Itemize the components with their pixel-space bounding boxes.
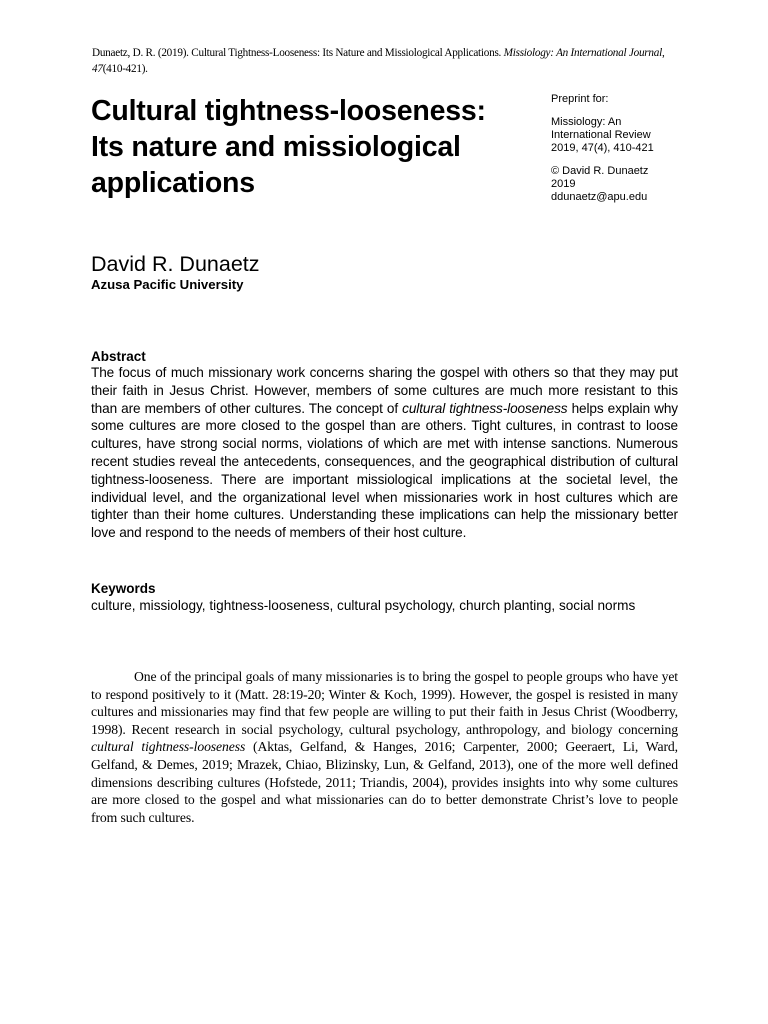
abstract-text-part: helps explain why some cultures are more closed to the gospel than are others. Tight cultures, in contrast to loose cultures, have strong social norms, violations of which are met with intense sanctions. Numerous recent studies reveal the antecedents, consequences, and the geographical distribution of cultural tightness-looseness. There are important missiological implications at the societal level, the individual level, and the organizational level when missionaries work in host cultures which are tighter than their home cultures. Understanding these implications can help the missionary better love and respond to the needs of members of their host culture. bbox=[91, 400, 678, 541]
body-term: cultural tightness-looseness bbox=[91, 739, 246, 755]
author-name: David R. Dunaetz bbox=[91, 252, 260, 276]
citation-volume: 47 bbox=[92, 63, 103, 75]
keywords-text: culture, missiology, tightness-looseness, cultural psychology, church planting, social norms bbox=[91, 598, 636, 613]
paper-title bbox=[91, 93, 541, 201]
preprint-label: Preprint for: bbox=[551, 93, 609, 105]
keywords-heading: Keywords bbox=[91, 581, 156, 596]
abstract-text-part: The focus of much missionary work concerns sharing the gospel with others so that they may put their faith in Jesus Christ. However, members of some cultures are much more resistant to this than are members of other cultures. The concept of bbox=[91, 365, 678, 416]
citation-journal: Missiology: An International Journal bbox=[503, 47, 662, 59]
copyright-notice: © David R. Dunaetz bbox=[551, 165, 649, 177]
title-line: Its nature and missiological bbox=[91, 131, 461, 163]
title-line: Cultural tightness-looseness: bbox=[91, 95, 486, 127]
preprint-journal: International Review bbox=[551, 129, 651, 141]
citation-pages: (410-421). bbox=[102, 63, 148, 75]
body-text-part: (Aktas, Gelfand, & Hanges, 2016; Carpenter, 2000; Geeraert, Li, Ward, Gelfand, & Demes, 2019; Mrazek, Chiao, Blizinsky, Lun, & Gelfand, 2013), one of the more well defined dimensions describing cultures (Hofstede, 2011; Triandis, 2004), provides insights into why some cultures are more closed to the gospel and what missionaries can do to better demonstrate Christ’s love to people from such cultures. bbox=[91, 739, 679, 825]
title-line: applications bbox=[91, 167, 255, 199]
abstract-term: cultural tightness-looseness bbox=[402, 400, 568, 416]
abstract-heading: Abstract bbox=[91, 349, 146, 364]
author-email: ddunaetz@apu.edu bbox=[551, 191, 648, 203]
preprint-journal: Missiology: An bbox=[551, 116, 622, 128]
citation-authors: Dunaetz, D. R. (2019). Cultural Tightness-Looseness: Its Nature and Missiological Applications. bbox=[92, 47, 502, 59]
citation-header: Dunaetz, D. R. (2019). Cultural Tightness-Looseness: Its Nature and Missiological Applications. Missiology: An International Journal, 47(410-421). bbox=[92, 47, 665, 75]
preprint-issue: 2019, 47(4), 410-421 bbox=[551, 142, 654, 154]
preprint-info bbox=[551, 93, 691, 214]
author-affiliation: Azusa Pacific University bbox=[91, 277, 244, 292]
copyright-year: 2019 bbox=[551, 178, 576, 190]
body-paragraph bbox=[91, 668, 678, 826]
abstract-text bbox=[91, 364, 678, 542]
body-text-part: One of the principal goals of many missionaries is to bring the gospel to people groups who have yet to respond positively to it (Matt. 28:19-20; Winter & Koch, 1999). However, the gospel is resisted in many cultures and missionaries may find that few people are willing to put their faith in Jesus Christ (Woodberry, 1998). Recent research in social psychology, cultural psychology, anthropology, and biology concerning bbox=[91, 669, 678, 737]
